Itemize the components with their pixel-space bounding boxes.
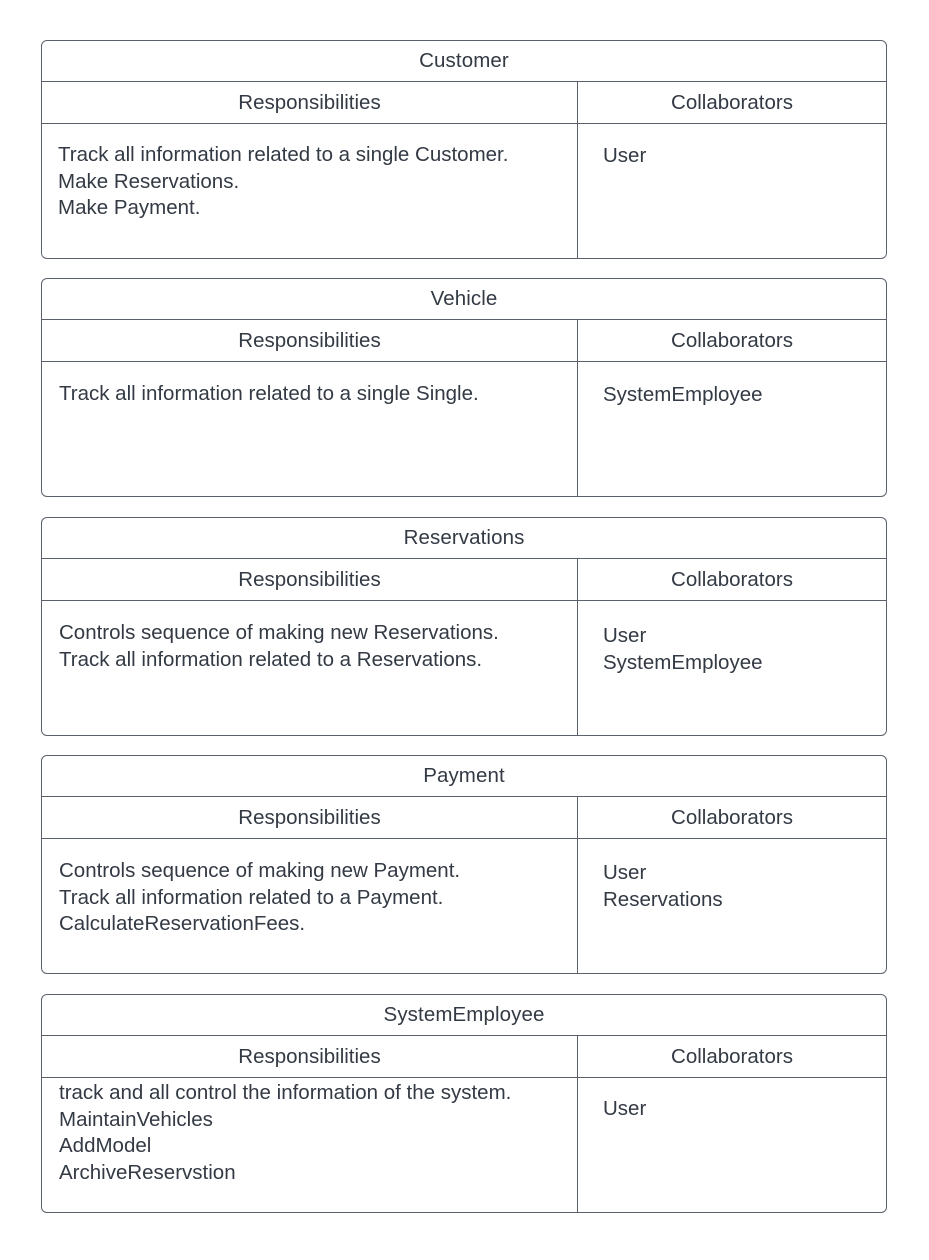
- crc-card-customer: [41, 40, 887, 259]
- responsibility-item: CalculateReservationFees.: [59, 912, 306, 935]
- responsibility-item: AddModel: [59, 1134, 152, 1157]
- responsibilities-header: Responsibilities: [42, 82, 578, 123]
- card-header-row: [42, 82, 886, 124]
- card-header-row: [42, 797, 886, 839]
- collaborators-list: [578, 124, 886, 170]
- responsibility-item: MaintainVehicles: [59, 1107, 213, 1131]
- responsibility-item: ArchiveReservstion: [59, 1160, 236, 1184]
- collaborators-header: Collaborators: [671, 328, 793, 352]
- responsibilities-list: [42, 362, 577, 408]
- collaborators-cell: [578, 601, 886, 736]
- card-title: SystemEmployee: [42, 995, 886, 1036]
- responsibility-item: Track all information related to a single Customer.: [58, 143, 509, 166]
- responsibilities-header: Responsibilities: [42, 1036, 578, 1077]
- responsibility-item: Controls sequence of making new Payment.: [59, 859, 461, 882]
- responsibilities-list: [42, 124, 577, 222]
- responsibility-item: Controls sequence of making new Reservations.: [59, 621, 499, 644]
- collaborators-list: [578, 839, 886, 913]
- collaborators-header: Collaborators: [671, 567, 793, 591]
- card-body-row: [42, 1078, 886, 1213]
- collaborators-cell: [578, 362, 886, 497]
- card-body-row: [42, 362, 886, 497]
- responsibilities-header: Responsibilities: [42, 559, 578, 600]
- card-body-row: [42, 124, 886, 259]
- responsibilities-cell: [42, 124, 578, 259]
- collaborators-header: Collaborators: [671, 1044, 793, 1068]
- responsibility-item: Track all information related to a Reservations.: [59, 647, 483, 671]
- responsibilities-cell: [42, 839, 578, 974]
- crc-card-vehicle: [41, 278, 887, 497]
- collaborators-list: [578, 362, 886, 409]
- crc-card-payment: [41, 755, 887, 974]
- collaborator-item: User: [603, 144, 647, 167]
- collaborators-list: [578, 1078, 886, 1123]
- collaborators-cell: [578, 839, 886, 974]
- card-body-row: [42, 601, 886, 736]
- crc-card-reservations: [41, 517, 887, 736]
- card-title: Payment: [42, 756, 886, 797]
- card-title: Customer: [42, 41, 886, 82]
- responsibilities-cell: [42, 362, 578, 497]
- card-header-row: [42, 559, 886, 601]
- responsibilities-cell: [42, 601, 578, 736]
- collaborators-cell: [578, 1078, 886, 1213]
- responsibility-item: track and all control the information of the system.: [59, 1081, 512, 1104]
- responsibilities-list: [42, 1078, 577, 1186]
- collaborator-item: SystemEmployee: [603, 383, 763, 406]
- collaborator-item: Reservations: [603, 887, 723, 911]
- collaborators-header: Collaborators: [671, 805, 793, 829]
- responsibility-item: Track all information related to a single Single.: [59, 382, 479, 405]
- responsibilities-cell: [42, 1078, 578, 1213]
- collaborator-item: SystemEmployee: [603, 650, 763, 674]
- collaborators-cell: [578, 124, 886, 259]
- crc-card-systememployee: [41, 994, 887, 1213]
- collaborator-item: User: [603, 624, 647, 647]
- responsibilities-list: [42, 839, 577, 938]
- collaborator-item: User: [603, 861, 647, 884]
- responsibility-item: Track all information related to a Payment.: [59, 885, 444, 909]
- responsibility-item: Make Payment.: [58, 196, 201, 219]
- collaborator-item: User: [603, 1097, 647, 1120]
- responsibilities-list: [42, 601, 577, 673]
- responsibilities-header: Responsibilities: [42, 320, 578, 361]
- collaborators-header: Collaborators: [671, 90, 793, 114]
- responsibilities-header: Responsibilities: [42, 797, 578, 838]
- responsibility-item: Make Reservations.: [58, 169, 240, 193]
- card-body-row: [42, 839, 886, 974]
- card-header-row: [42, 1036, 886, 1078]
- collaborators-list: [578, 601, 886, 676]
- card-title: Vehicle: [42, 279, 886, 320]
- card-title: Reservations: [42, 518, 886, 559]
- card-header-row: [42, 320, 886, 362]
